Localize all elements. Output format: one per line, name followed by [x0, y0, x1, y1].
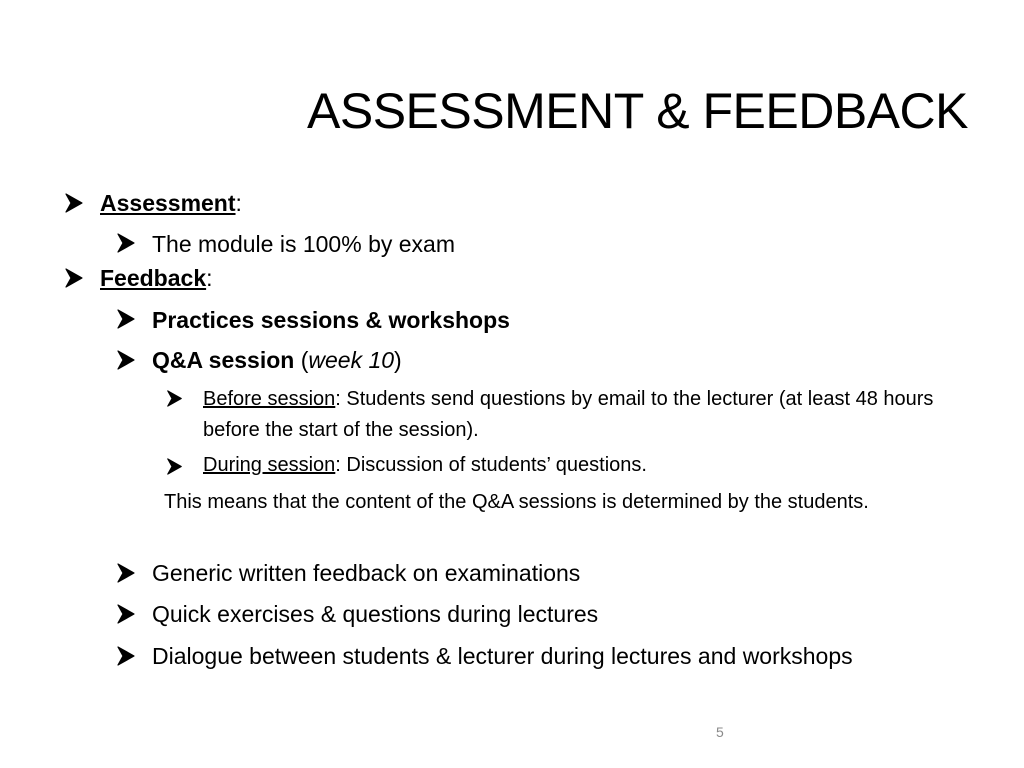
- arrowhead-bullet-icon: [116, 646, 136, 666]
- feedback-heading: Feedback: [100, 265, 207, 291]
- before-session-item: [203, 384, 993, 446]
- during-session-item: [203, 454, 647, 477]
- feedback-item: Quick exercises & questions during lectures: [152, 601, 599, 627]
- arrowhead-bullet-icon: [116, 350, 136, 370]
- assessment-item: The module is 100% by exam: [152, 231, 455, 257]
- practices-item: Practices sessions & workshops: [152, 307, 510, 333]
- arrowhead-bullet-icon: [116, 233, 136, 253]
- qa-note-paragraph: This means that the content of the Q&A sessions is determined by the students.: [164, 491, 869, 513]
- assessment-heading: Assessment: [100, 190, 236, 216]
- assessment-heading-row: [100, 190, 242, 217]
- arrowhead-bullet-icon: [64, 193, 84, 213]
- arrowhead-bullet-icon: [116, 563, 136, 583]
- qa-session-label: Q&A session: [152, 347, 295, 373]
- page-number: 5: [716, 724, 724, 740]
- feedback-item: Generic written feedback on examinations: [152, 560, 581, 586]
- slide-title: ASSESSMENT & FEEDBACK: [307, 83, 968, 139]
- arrowhead-bullet-icon: [166, 390, 183, 407]
- before-session-text: : Students send questions by email to the lecturer (at least 48 hours before the start of the session).: [203, 388, 934, 441]
- feedback-colon: :: [206, 265, 213, 291]
- qa-week: week 10: [308, 347, 395, 373]
- arrowhead-bullet-icon: [116, 604, 136, 624]
- feedback-item: Dialogue between students & lecturer during lectures and workshops: [152, 643, 853, 669]
- qa-close-paren: ): [394, 347, 402, 373]
- feedback-heading-row: [100, 265, 213, 292]
- arrowhead-bullet-icon: [116, 309, 136, 329]
- during-session-text: : Discussion of students’ questions.: [335, 454, 647, 476]
- before-session-label: Before session: [203, 388, 336, 410]
- arrowhead-bullet-icon: [64, 268, 84, 288]
- during-session-label: During session: [203, 454, 336, 476]
- qa-session-item: [152, 347, 402, 374]
- arrowhead-bullet-icon: [166, 458, 183, 475]
- assessment-colon: :: [235, 190, 242, 216]
- qa-open-paren: (: [294, 347, 309, 373]
